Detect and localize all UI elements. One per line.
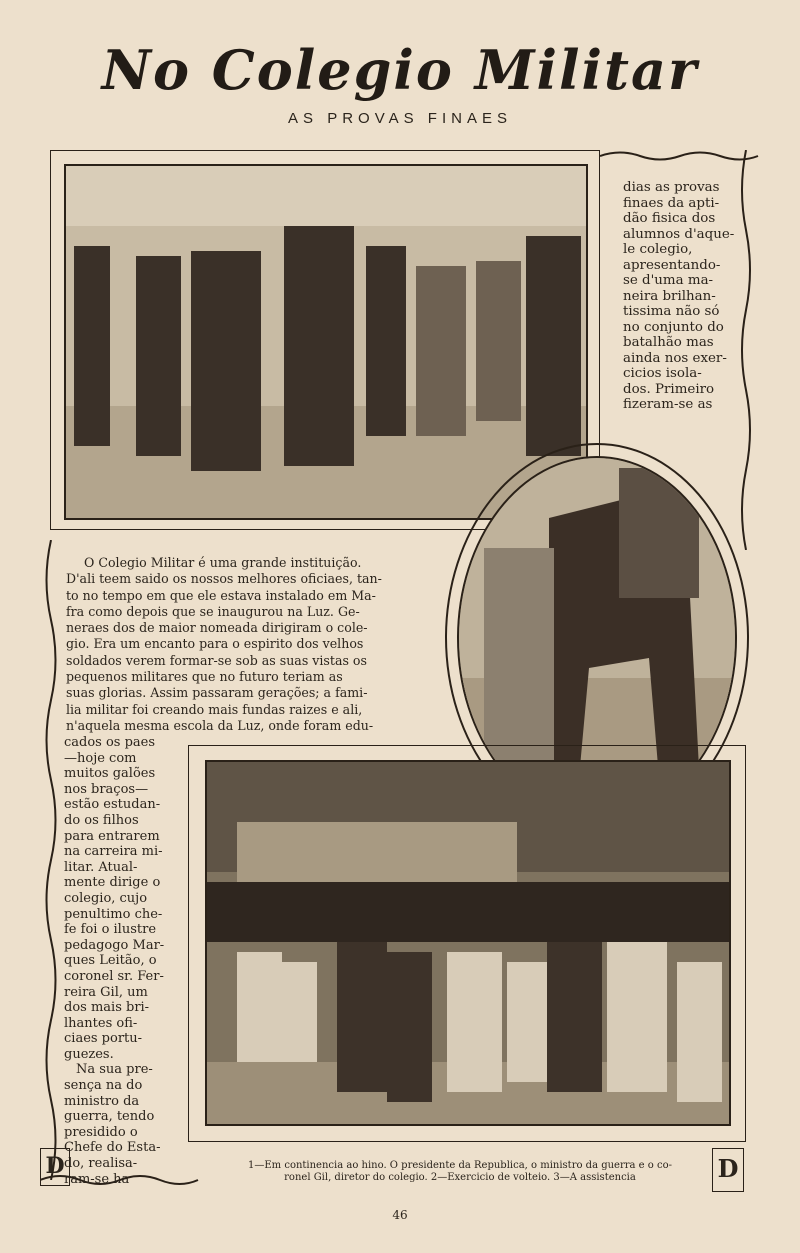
text-line: suas glorias. Assim passaram gerações; a fami-: [66, 685, 368, 701]
text-line: cicios isola-: [623, 366, 702, 381]
text-line: pequenos militares que no futuro teriam as: [66, 669, 343, 685]
text-line: soldados verem formar-se sob as suas vistas os: [66, 652, 367, 668]
text-line: apresentando-: [623, 257, 721, 273]
page-number: 46: [392, 1208, 408, 1222]
page-title: No Colegio Militar: [101, 38, 699, 102]
text-line: estão estudan-: [64, 797, 161, 813]
ornament-vine-icon: [42, 540, 60, 1180]
text-line: ministro da: [64, 1093, 140, 1109]
text-line: para entrarem: [64, 828, 160, 844]
text-line: lhantes ofi-: [64, 1015, 138, 1031]
text-line: coronel sr. Fer-: [64, 968, 164, 984]
text-line: reira Gil, um: [64, 984, 148, 1000]
text-line: neraes dos de maior nomeada dirigiram o cole-: [66, 620, 368, 636]
text-line: cados os paes: [64, 735, 156, 750]
text-line: no conjunto do: [623, 319, 724, 335]
text-line: Chefe do Esta-: [64, 1140, 161, 1156]
text-line: neira brilhan-: [623, 288, 716, 304]
text-line: fizeram-se as: [623, 397, 713, 412]
drop-cap-d-icon: D: [712, 1148, 744, 1192]
text-line: tissima não só: [623, 304, 720, 319]
text-line: fe foi o ilustre: [64, 922, 157, 938]
text-line: mente dirige o: [64, 875, 161, 891]
text-line: O Colegio Militar é uma grande instituição.: [84, 555, 362, 570]
text-line: se d'uma ma-: [623, 273, 714, 288]
text-line: D'ali teem saido os nossos melhores oficiaes, tan-: [66, 571, 382, 587]
text-line: na carreira mi-: [64, 844, 163, 860]
text-line: do os filhos: [64, 812, 139, 828]
text-line: batalhão mas: [623, 335, 714, 350]
text-line: colegio, cujo: [64, 890, 148, 906]
article-right-column: [623, 180, 735, 413]
text-line: Na sua pre-: [76, 1062, 153, 1078]
article-intro-paragraph: [66, 555, 452, 734]
drop-cap-d-icon: D: [40, 1148, 70, 1186]
caption-line-2: ronel Gil, diretor do colegio. 2—Exercicio de volteio. 3—A assistencia: [284, 1172, 636, 1183]
ornament-vine-icon: [600, 148, 760, 162]
text-line: nos braços—: [64, 781, 149, 797]
page-subtitle: AS PROVAS FINAES: [288, 110, 512, 127]
photo-officials-group: [64, 164, 588, 520]
text-line: penultimo che-: [64, 906, 163, 922]
text-line: n'aquela mesma escola da Luz, onde foram edu-: [66, 717, 374, 733]
text-line: lia militar foi creando mais fundas raizes e ali,: [66, 701, 363, 717]
text-line: do, realisa-: [64, 1156, 138, 1172]
text-line: to no tempo em que ele estava instalado em Ma-: [66, 587, 376, 603]
text-line: presidido o: [64, 1124, 138, 1140]
text-line: ques Leitão, o: [64, 953, 157, 969]
text-line: finaes da apti-: [623, 195, 720, 211]
ornament-vine-icon: [738, 150, 754, 550]
text-line: fra como depois que se inaugurou na Luz. Ge-: [66, 603, 360, 619]
text-line: le colegio,: [623, 242, 693, 257]
text-line: dão fisica dos: [623, 211, 716, 226]
text-line: sença na do: [64, 1078, 143, 1094]
photo-caption: [210, 1160, 710, 1184]
caption-line-1: 1—Em continencia ao hino. O presidente da Republica, o ministro da guerra e o co-: [248, 1160, 672, 1171]
text-line: guezes.: [64, 1046, 114, 1062]
text-line: guerra, tendo: [64, 1109, 155, 1125]
text-line: muitos galões: [64, 766, 156, 782]
text-line: pedagogo Mar-: [64, 937, 165, 953]
text-line: alumnos d'aque-: [623, 226, 735, 242]
text-line: ciaes portu-: [64, 1031, 143, 1047]
text-line: litar. Atual-: [64, 859, 138, 875]
text-line: dos mais bri-: [64, 1000, 150, 1016]
text-line: dos. Primeiro: [623, 381, 715, 397]
text-line: ainda nos exer-: [623, 350, 727, 366]
photo-audience: [205, 760, 731, 1126]
text-line: dias as provas: [623, 180, 720, 195]
text-line: ram-se ha: [64, 1171, 130, 1187]
text-line: —hoje com: [64, 750, 137, 766]
article-left-column: [64, 735, 176, 1187]
text-line: gio. Era um encanto para o espirito dos velhos: [66, 636, 364, 652]
